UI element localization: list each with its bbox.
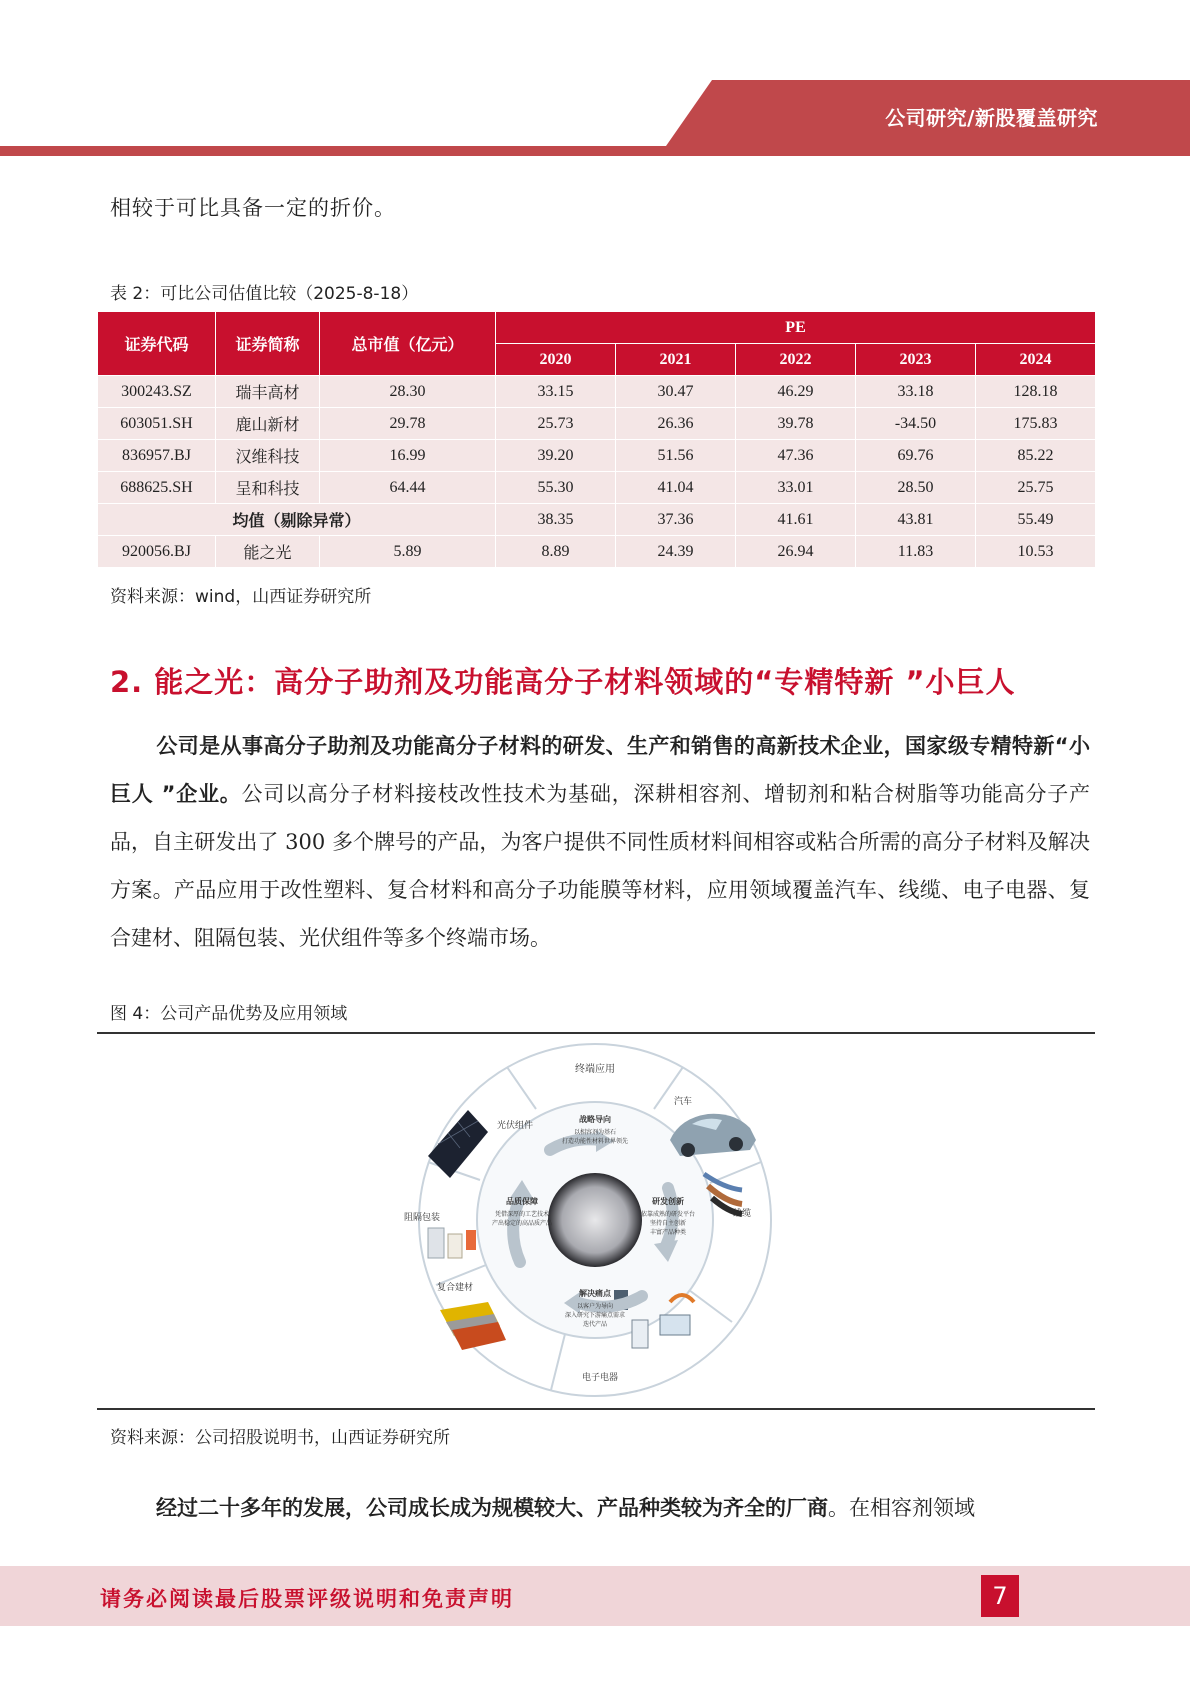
table-header-row xyxy=(98,312,1096,344)
table-row xyxy=(98,440,1096,472)
inner-line: 产出稳定的高品质产品 xyxy=(491,1220,553,1227)
segment-label-automotive: 汽车 xyxy=(673,1097,693,1107)
cell-pe: 55.49 xyxy=(976,504,1096,536)
inner-title: 研发创新 xyxy=(652,1197,684,1206)
segment-label-pv-module: 光伏组件 xyxy=(496,1121,534,1131)
product-advantage-diagram xyxy=(370,1040,820,1400)
header-pe: PE xyxy=(496,312,1096,344)
paragraph-1 xyxy=(110,722,1090,962)
cell-pe: 128.18 xyxy=(976,376,1096,408)
cell-pe: 25.73 xyxy=(496,408,616,440)
segment-label-cable: 线缆 xyxy=(732,1209,752,1219)
cell-pe: 25.75 xyxy=(976,472,1096,504)
header-year: 2021 xyxy=(616,344,736,376)
cell-pe: 33.18 xyxy=(856,376,976,408)
inner-line: 凭借深厚的工艺技术 xyxy=(494,1211,550,1218)
cell-name: 能之光 xyxy=(216,536,320,568)
cell-pe: 8.89 xyxy=(496,536,616,568)
cell-name: 呈和科技 xyxy=(216,472,320,504)
table-average-row xyxy=(98,504,1096,536)
cell-market-cap: 29.78 xyxy=(320,408,496,440)
table-caption: 表 2：可比公司估值比较（2025-8-18） xyxy=(110,284,419,304)
paragraph-1-lead: 公司是从事高分子助剂及功能高分子材料的研发、生产和销售的高新技术企业，国家级专精特新“小巨人 ”企业。 xyxy=(110,734,1090,806)
inner-line: 以客户为导向 xyxy=(576,1303,614,1310)
cell-pe: 175.83 xyxy=(976,408,1096,440)
cell-code: 688625.SH xyxy=(98,472,216,504)
cell-pe: 30.47 xyxy=(616,376,736,408)
figure-caption: 图 4：公司产品优势及应用领域 xyxy=(110,1004,348,1024)
cell-pe: 41.04 xyxy=(616,472,736,504)
cell-code: 836957.BJ xyxy=(98,440,216,472)
cell-code: 603051.SH xyxy=(98,408,216,440)
cell-code: 920056.BJ xyxy=(98,536,216,568)
intro-line: 相较于可比具备一定的折价。 xyxy=(110,196,396,220)
figure-bottom-rule xyxy=(97,1408,1095,1410)
cell-pe: 24.39 xyxy=(616,536,736,568)
table-target-row xyxy=(98,536,1096,568)
cell-pe: 26.36 xyxy=(616,408,736,440)
cell-pe: 46.29 xyxy=(736,376,856,408)
diagram-outer-top-label: 终端应用 xyxy=(575,1064,615,1075)
inner-line: 依靠成熟的研发平台 xyxy=(640,1211,696,1218)
header-name: 证券简称 xyxy=(216,312,320,376)
header-year: 2020 xyxy=(496,344,616,376)
table-row xyxy=(98,472,1096,504)
table-source: 资料来源：wind，山西证券研究所 xyxy=(110,587,372,607)
cell-pe: 43.81 xyxy=(856,504,976,536)
inner-line: 迭代产品 xyxy=(582,1321,608,1328)
cell-pe: 47.36 xyxy=(736,440,856,472)
cell-pe: 10.53 xyxy=(976,536,1096,568)
inner-line: 丰富产品种类 xyxy=(649,1229,687,1236)
pellets-image xyxy=(548,1173,642,1267)
header-title: 公司研究/新股覆盖研究 xyxy=(885,106,1098,130)
cell-pe: 69.76 xyxy=(856,440,976,472)
segment-label-electronics: 电子电器 xyxy=(581,1373,619,1383)
header-year: 2022 xyxy=(736,344,856,376)
header-code: 证券代码 xyxy=(98,312,216,376)
segment-label-composite-building: 复合建材 xyxy=(436,1283,474,1293)
cell-market-cap: 64.44 xyxy=(320,472,496,504)
page-header xyxy=(0,0,1190,160)
paragraph-2-body: 。在相容剂领域 xyxy=(828,1496,975,1520)
cell-pe: 37.36 xyxy=(616,504,736,536)
cell-pe: 85.22 xyxy=(976,440,1096,472)
paragraph-1-body: 公司以高分子材料接枝改性技术为基础，深耕相容剂、增韧剂和粘合树脂等功能高分子产品，自主研发出了 300 多个牌号的产品，为客户提供不同性质材料间相容或粘合所需的高分子材料及解决方案。产品应用于改性塑料、复合材料和高分子功能膜等材料，应用领域覆盖汽车、线缆、电子电器、复合建材、阻隔包装、光伏组件等多个终端市场。 xyxy=(110,782,1090,950)
cell-pe: -34.50 xyxy=(856,408,976,440)
paragraph-2-lead: 经过二十多年的发展，公司成长成为规模较大、产品种类较为齐全的厂商 xyxy=(156,1496,828,1520)
inner-line: 深入研究下游痛点需求 xyxy=(564,1312,626,1319)
cell-pe: 33.15 xyxy=(496,376,616,408)
header-year: 2024 xyxy=(976,344,1096,376)
cell-pe: 41.61 xyxy=(736,504,856,536)
cell-market-cap: 28.30 xyxy=(320,376,496,408)
table-row xyxy=(98,376,1096,408)
cell-name: 瑞丰高材 xyxy=(216,376,320,408)
inner-title: 解决痛点 xyxy=(579,1289,611,1298)
cell-pe: 28.50 xyxy=(856,472,976,504)
inner-line: 以相容剂为基石 xyxy=(573,1129,617,1136)
figure-source: 资料来源：公司招股说明书，山西证券研究所 xyxy=(110,1428,450,1448)
cell-market-cap: 16.99 xyxy=(320,440,496,472)
cell-market-cap: 5.89 xyxy=(320,536,496,568)
cell-pe: 11.83 xyxy=(856,536,976,568)
header-year: 2023 xyxy=(856,344,976,376)
paragraph-2 xyxy=(110,1484,1090,1532)
cell-pe: 33.01 xyxy=(736,472,856,504)
page-footer xyxy=(0,1566,1190,1626)
inner-line: 坚持自主创新 xyxy=(649,1220,687,1227)
cell-average-label: 均值（剔除异常） xyxy=(98,504,496,536)
segment-label-barrier-packaging: 阻隔包装 xyxy=(403,1213,441,1223)
figure-top-rule xyxy=(97,1032,1095,1034)
cell-pe: 26.94 xyxy=(736,536,856,568)
header-market-cap: 总市值（亿元） xyxy=(320,312,496,376)
footer-disclaimer: 请务必阅读最后股票评级说明和免责声明 xyxy=(100,1586,514,1611)
table-row xyxy=(98,408,1096,440)
cell-pe: 51.56 xyxy=(616,440,736,472)
inner-title: 战略导向 xyxy=(579,1115,611,1124)
inner-title: 品质保障 xyxy=(506,1197,538,1206)
section-heading: 2. 能之光：高分子助剂及功能高分子材料领域的“专精特新 ”小巨人 xyxy=(110,665,1016,699)
header-banner xyxy=(0,0,1190,160)
valuation-table xyxy=(97,311,1096,568)
page-number: 7 xyxy=(981,1575,1019,1617)
cell-code: 300243.SZ xyxy=(98,376,216,408)
cell-pe: 38.35 xyxy=(496,504,616,536)
cell-pe: 39.20 xyxy=(496,440,616,472)
cell-name: 汉维科技 xyxy=(216,440,320,472)
inner-line: 打造功能性材料世界领先 xyxy=(561,1138,629,1145)
cell-pe: 39.78 xyxy=(736,408,856,440)
cell-name: 鹿山新材 xyxy=(216,408,320,440)
cell-pe: 55.30 xyxy=(496,472,616,504)
